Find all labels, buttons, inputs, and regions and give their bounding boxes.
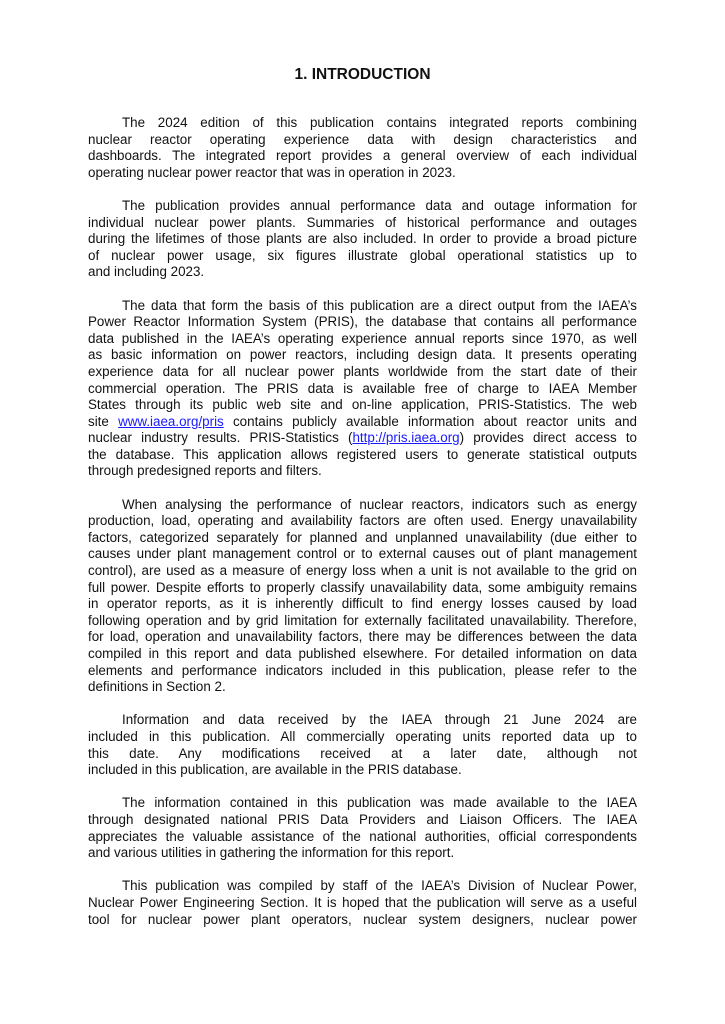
text-line: causes under plant management control or to external causes out of plant management	[88, 546, 637, 562]
text-line: Information and data received by the IAEA through 21 June 2024 are	[122, 712, 637, 728]
text-line: in operator reports, as it is inherently difficult to find energy losses caused by load	[88, 596, 637, 612]
section-title: 1. INTRODUCTION	[294, 66, 431, 83]
text-line: experience data for all nuclear power plants worldwide from the start date of their	[88, 363, 637, 379]
text-segment: nuclear industry results. PRIS-Statistics (	[88, 430, 353, 446]
text-line	[88, 414, 637, 431]
text-line: elements and performance indicators included in this publication, please refer to the	[88, 662, 637, 678]
paragraph	[88, 795, 637, 861]
text-line: through predesigned reports and filters.	[88, 463, 322, 479]
text-line: The 2024 edition of this publication contains integrated reports combining	[122, 115, 637, 130]
text-line	[88, 430, 637, 447]
text-segment: contains publicly available information about reactor units and	[223, 413, 637, 429]
text-line: The information contained in this publication was made available to the IAEA	[122, 795, 637, 811]
text-line: definitions in Section 2.	[88, 679, 226, 695]
paragraph	[88, 497, 637, 696]
text-line: included in this publication. All commercially operating units reported data up to	[88, 728, 637, 744]
text-line: This publication was compiled by staff of the IAEA’s Division of Nuclear Power,	[122, 878, 637, 894]
text-line: following operation and by grid limitation for externally facilitated unavailability. Therefore,	[88, 612, 637, 628]
text-line: The publication provides annual performance data and outage information for	[122, 197, 637, 213]
text-line: through designated national PRIS Data Providers and Liaison Officers. The IAEA	[88, 811, 637, 827]
text-line: production, load, operating and availability factors are often used. Energy unavailability	[88, 513, 637, 529]
text-segment: site	[88, 413, 119, 429]
text-line: factors, categorized separately for planned and unplanned unavailability (due either to	[88, 529, 637, 545]
paragraph	[88, 878, 637, 928]
text-line: appreciates the valuable assistance of the national authorities, official correspondents	[88, 828, 637, 844]
text-line: commercial operation. The PRIS data is available free of charge to IAEA Member	[88, 380, 637, 396]
text-line: as basic information on power reactors, including design data. It presents operating	[88, 347, 637, 363]
paragraph	[88, 712, 637, 778]
text-line: Power Reactor Information System (PRIS), the database that contains all performance	[88, 314, 637, 330]
text-line: control), are used as a measure of energy loss when a unit is not available to the grid on	[88, 563, 637, 579]
text-line: When analysing the performance of nuclear reactors, indicators such as energy	[122, 496, 637, 512]
text-line: individual nuclear power plants. Summaries of historical performance and outages	[88, 214, 637, 230]
text-line: during the lifetimes of those plants are also included. In order to provide a broad picture	[88, 231, 637, 247]
text-line: included in this publication, are available in the PRIS database.	[88, 762, 462, 778]
text-line: compiled in this report and data published elsewhere. For detailed information on data	[88, 646, 637, 661]
hyperlink[interactable]: http://pris.iaea.org	[352, 430, 460, 446]
paragraph	[88, 298, 637, 481]
paragraph	[88, 115, 637, 181]
text-line: nuclear reactor operating experience data with design characteristics and	[88, 131, 637, 147]
text-line: tool for nuclear power plant operators, nuclear system designers, nuclear power	[88, 911, 637, 927]
text-line: data published in the IAEA’s operating experience annual reports since 1970, as well	[88, 330, 637, 346]
text-line: operating nuclear power reactor that was in operation in 2023.	[88, 164, 456, 180]
text-line: The data that form the basis of this publication are a direct output from the IAEA’s	[122, 297, 637, 313]
text-segment: ) provides direct access to	[459, 430, 637, 446]
text-line: for load, operation and unavailability factors, there may be differences between the data	[88, 629, 637, 645]
text-line: Nuclear Power Engineering Section. It is hoped that the publication will serve as a useful	[88, 894, 637, 910]
text-line: of nuclear power usage, six figures illustrate global operational statistics up to	[88, 247, 637, 263]
paragraph	[88, 198, 637, 281]
text-line: dashboards. The integrated report provides a general overview of each individual	[88, 148, 637, 164]
text-line: this date. Any modifications received at a later date, although not	[88, 745, 637, 761]
text-line: States through its public web site and on-line application, PRIS-Statistics. The web	[88, 397, 637, 413]
document-body	[88, 115, 637, 945]
text-line: and including 2023.	[88, 264, 205, 280]
text-line: the database. This application allows registered users to generate statistical outputs	[88, 446, 637, 462]
text-line: and various utilities in gathering the information for this report.	[88, 845, 455, 861]
text-line: full power. Despite efforts to properly classify unavailability data, some ambiguity remains	[88, 579, 637, 595]
hyperlink[interactable]: www.iaea.org/pris	[118, 413, 224, 429]
